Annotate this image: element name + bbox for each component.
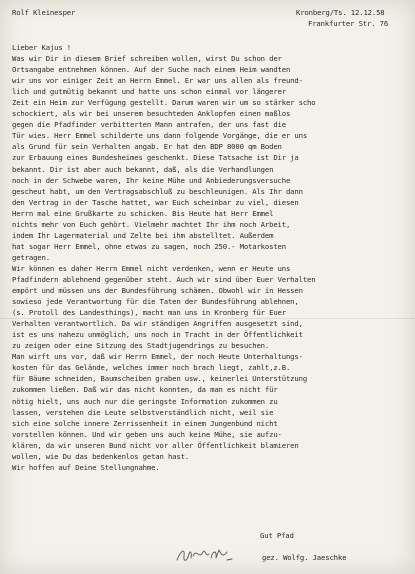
letter-line: lassen, verstehen die Leute selbstverständlich nicht, weil sie xyxy=(12,407,274,417)
letter-line: Herrn mal eine Grußkarte zu schicken. Bis Heute hat Herr Emmel xyxy=(12,208,274,218)
letter-line: Wir können es daher Herrn Emmel nicht verdenken, wenn er Heute uns xyxy=(12,263,291,273)
letter-line: (s. Protoll des Landesthings), macht man uns in Kronberg für Euer xyxy=(12,308,286,318)
letter-line: empört und müssen uns der Bundesführung schämen. Obwohl wir in Hessen xyxy=(12,286,303,296)
letter-line: sich eine solche innere Zerrissenheit in einem Jungenbund nicht xyxy=(12,418,278,428)
letter-line: Lieber Kajus ! xyxy=(12,43,72,52)
letter-line: den Vertrag in der Tasche hattet, war Euch scheinbar zu viel, diesen xyxy=(12,197,299,207)
place-date: Kronberg/Ts. 12.12.58 xyxy=(296,8,385,17)
letter-line: sowieso jede Verantwortung für die Taten der Bundesführung ablehnen, xyxy=(12,297,299,307)
letter-line: als Grund für sein Verhalten angab. Er hat den BDP 8000 qm Boden xyxy=(12,142,282,152)
letter-line: Tür wies. Herr Emmel schilderte uns dann folgende Vorgänge, die er uns xyxy=(12,131,308,141)
letter-line: Wir hoffen auf Deine Stellungnahme. xyxy=(12,462,160,472)
letter-line: Pfadfindern ablehnend gegenüber steht. Auch wir sind über Euer Verhalten xyxy=(12,274,316,284)
letter-line: gescheut habt, um den Vertragsabschluß zu beschleunigen. Als Ihr dann xyxy=(12,186,303,196)
letter-body xyxy=(12,42,407,473)
letter-line: zur Erbauung eines Bundesheimes geschenkt. Diese Tatsache ist Dir ja xyxy=(12,153,299,163)
letter-line: nichts mehr von Euch gehört. Vielmehr machtet Ihr ihm noch Arbeit, xyxy=(12,219,291,229)
sender-address: Frankfurter Str. 76 xyxy=(308,19,389,28)
sender-name: Rolf Kleinesper xyxy=(12,8,76,17)
letter-line: Man wirft uns vor, daß wir Herrn Emmel, der noch Heute Unterhaltungs- xyxy=(12,352,303,362)
letter-line: Was wir Dir in diesem Brief schreiben wollen, wirst Du schon der xyxy=(12,54,282,64)
letter-line: getragen. xyxy=(12,252,50,262)
signer-name: gez. Wolfg. Jaeschke xyxy=(262,553,347,562)
letter-line: klären, da wir unseren Bund nicht vor aller Öffentlichkeit blamieren xyxy=(12,440,299,450)
letter-line: zu zeigen oder eine Sitzung des Stadtjugendrings zu besuchen. xyxy=(12,341,270,351)
letter-line: für Bäume schneiden, Baumscheiben graben usw., keinerlei Unterstützung xyxy=(12,374,308,384)
letter-line: vorstellen können. Und wir geben uns auch keine Mühe, sie aufzu- xyxy=(12,429,282,439)
letter-line: schockiert, als wir bei unserem besuchteden Anklopfen einen maßlos xyxy=(12,109,291,119)
letter-line: hat sogar Herr Emmel, ohne etwas zu sagen, noch 250.- Motarkosten xyxy=(12,241,286,251)
letter-line: Ortsangabe entnehmen können. Auf der Suche nach einem Heim wandten xyxy=(12,65,291,75)
closing-greeting: Gut Pfad xyxy=(260,531,294,540)
letter-line: Verhalten verantwortlich. Da wir ständigen Angriffen ausgesetzt sind, xyxy=(12,319,303,329)
letter-line: Zeit ein Heim zur Verfügung gestellt. Darum waren wir um so stärker scho xyxy=(12,98,316,108)
letter-line: lich und gutmütig bekannt und hatte uns schon einmal vor längerer xyxy=(12,87,286,97)
letter-line: bekannt. Dir ist aber auch bekannt, daß, als die Verhandlungen xyxy=(12,164,274,174)
letter-line: gegen die Pfadfinder verbitterten Mann antrafen, der uns fast die xyxy=(12,120,286,130)
letter-line: indem Ihr Lagermaterial und Zelte bei ihm abstelltet. Außerdem xyxy=(12,230,274,240)
letter-line: noch in der Schwebe waren, Ihr keine Mühe und Anbiederungsversuche xyxy=(12,175,291,185)
letter-line: kosten für das Gelände, welches immer noch brach liegt, zahlt,z.B. xyxy=(12,363,291,373)
letter-line: wollen, wie Du das bedenkenlos getan hast. xyxy=(12,451,190,461)
letter-line: nötig hielt, uns auch nur die geringste Information zukommen zu xyxy=(12,396,278,406)
letter-line: ist es uns nahezu unmöglich, uns noch in Tracht in der Öffentlichkeit xyxy=(12,330,303,340)
handwritten-signature xyxy=(175,544,235,566)
letter-line: wir uns vor einiger Zeit an Herrn Emmel. Er war uns allen als freund- xyxy=(12,76,303,86)
letter-line: zukommen ließen. Daß wir das nicht konnten, da man es nicht für xyxy=(12,385,278,395)
